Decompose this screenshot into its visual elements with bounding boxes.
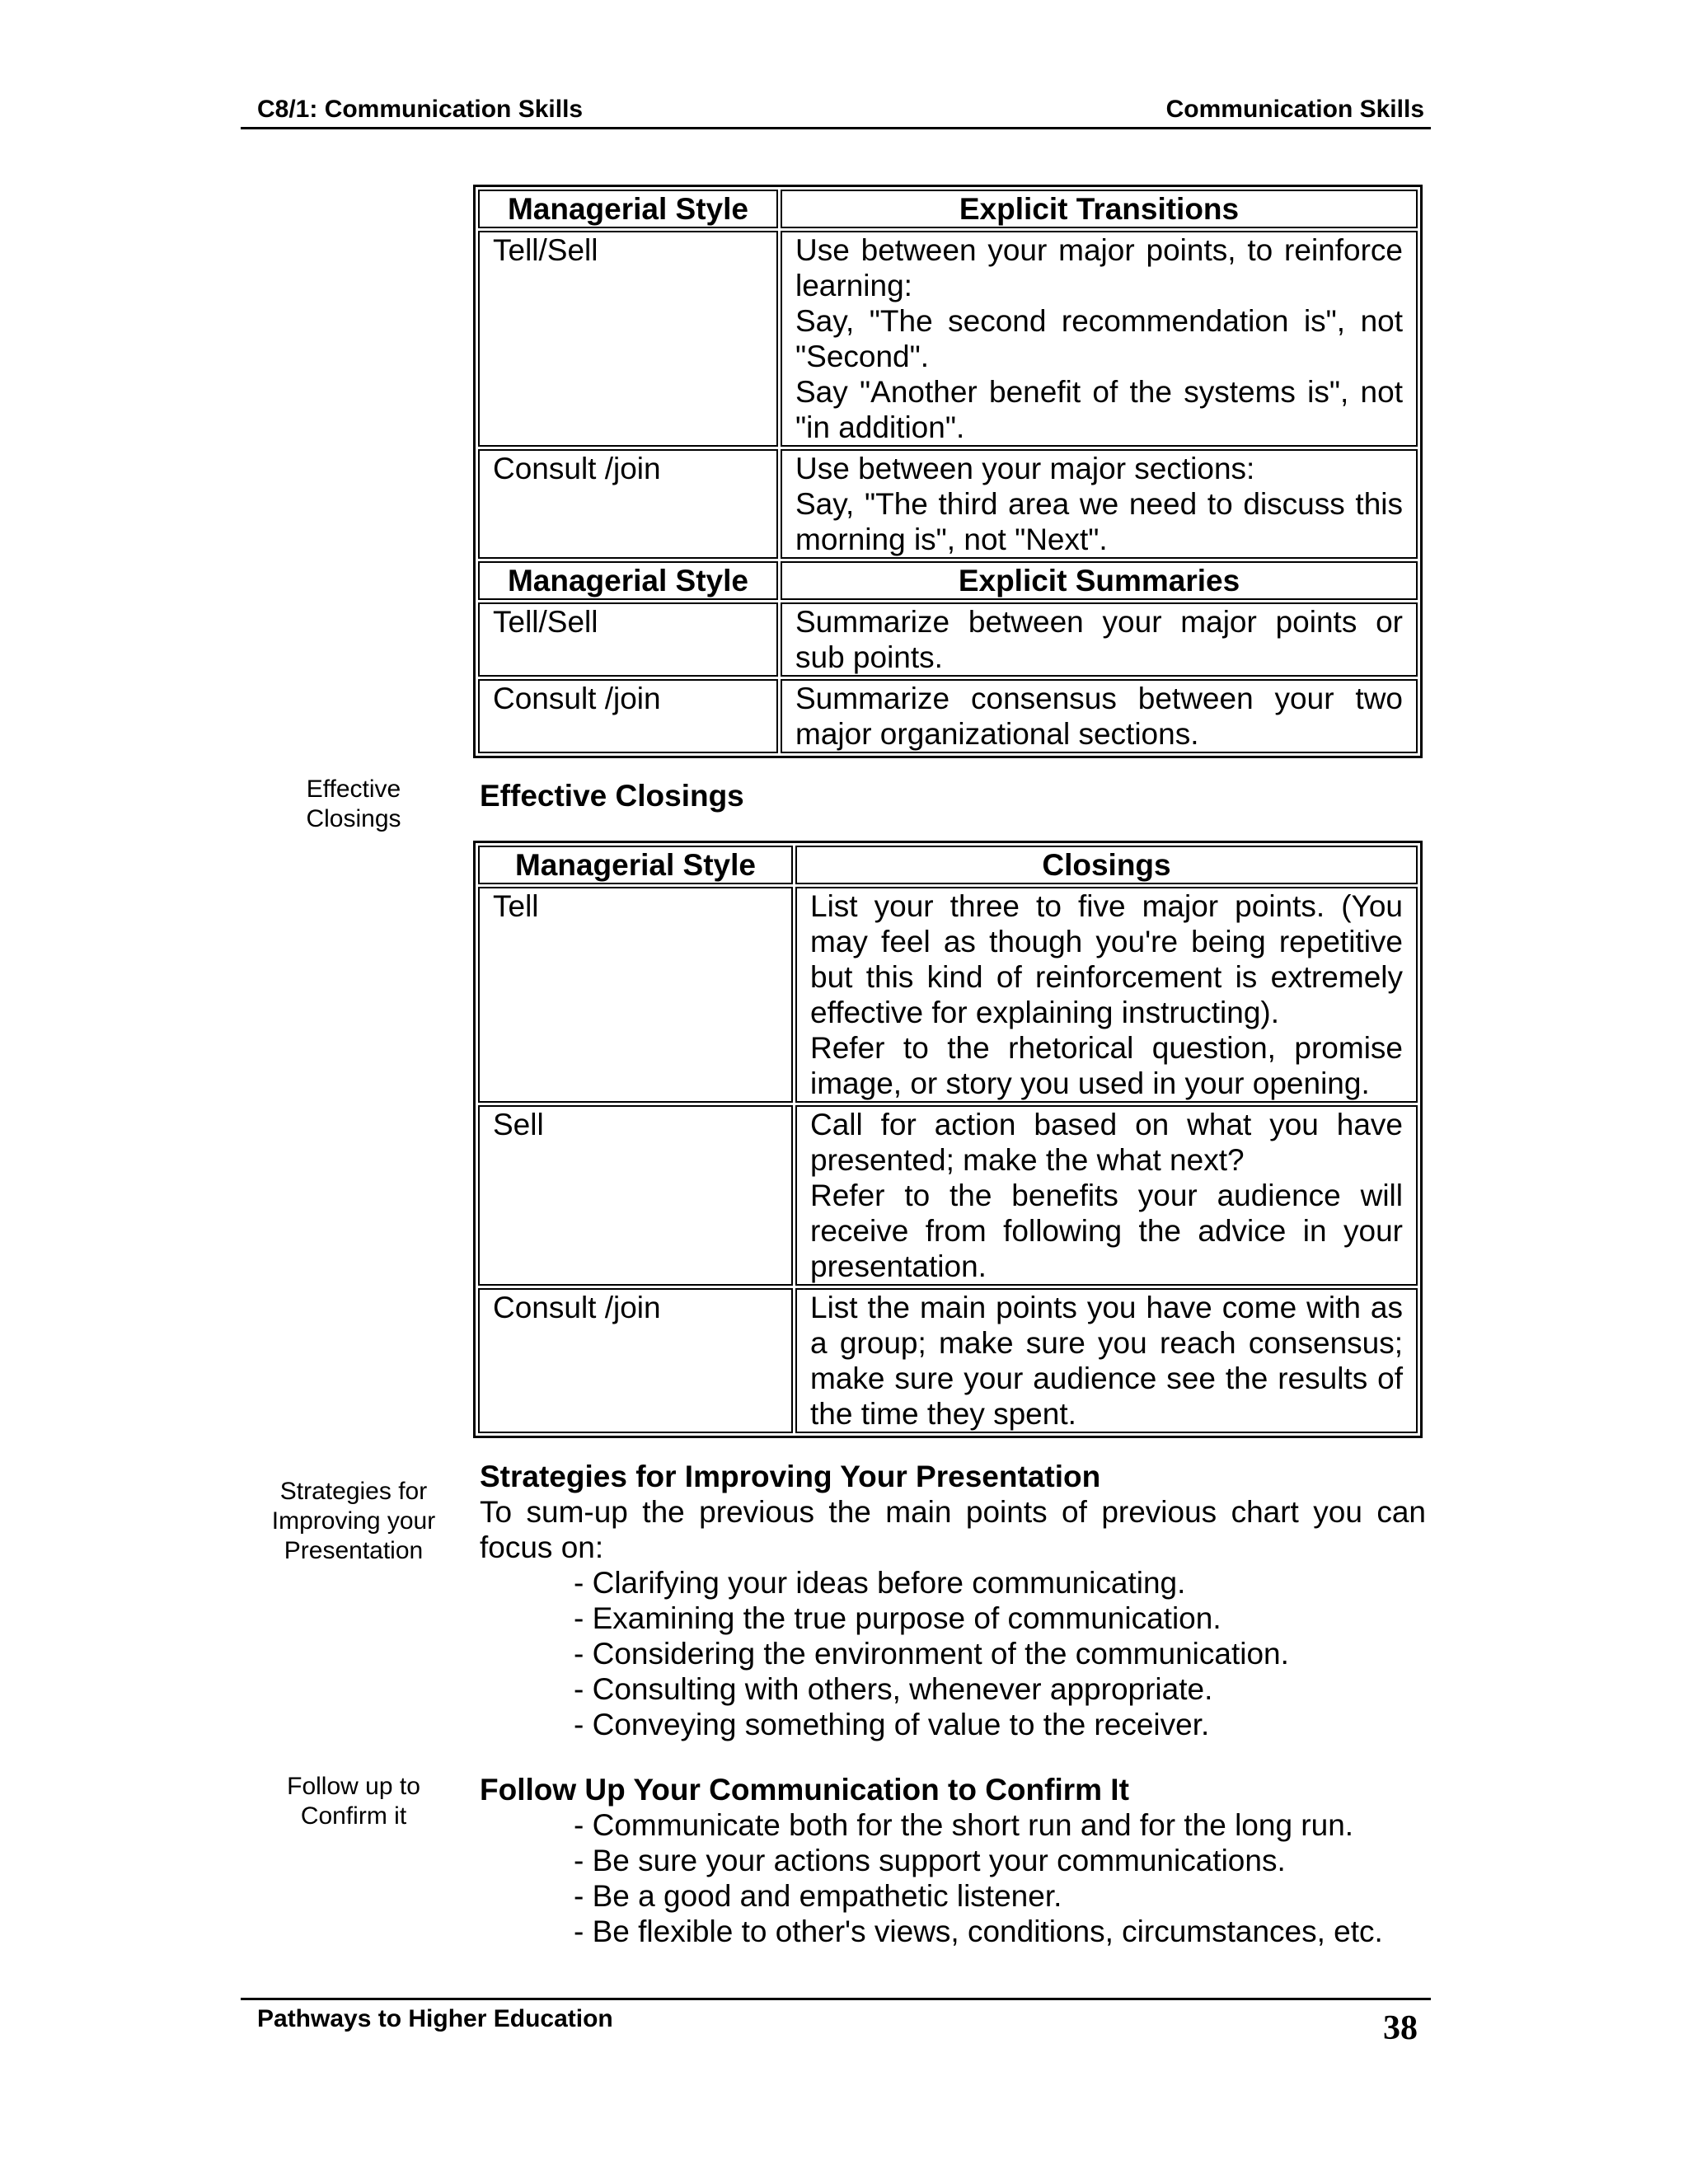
- table1-header-row: [478, 190, 1418, 228]
- table-row: [478, 231, 1418, 447]
- heading-strategies: Strategies for Improving Your Presentation: [480, 1460, 1101, 1493]
- page-header: [241, 94, 1431, 129]
- margin-note-strategies: Strategies for Improving your Presentation: [271, 1478, 436, 1564]
- list-item: - Be flexible to other's views, conditions, circumstances, etc.: [574, 1915, 1383, 1948]
- table1-content-line: Use between your major points, to reinforce learning:: [795, 233, 1403, 302]
- table1-content-line: Summarize consensus between your two major organizational sections.: [795, 682, 1403, 751]
- table1-content-line: Summarize between your major points or sub points.: [795, 605, 1403, 674]
- margin-note-effective-closings: Effective Closings: [306, 776, 401, 832]
- list-item: - Examining the true purpose of communication.: [574, 1601, 1221, 1635]
- follow-up-list: [574, 1807, 1383, 1949]
- table-row: [478, 679, 1418, 753]
- closings-content-cell: Call for action based on what you have presented; make the what next? Refer to the benefits your audience will receive from following the advice in your presentation.: [795, 1105, 1418, 1286]
- list-item: - Consulting with others, whenever appropriate.: [574, 1672, 1213, 1706]
- table-row: [478, 1105, 1418, 1286]
- list-item: - Be sure your actions support your communications.: [574, 1844, 1286, 1877]
- closings-header-style: Managerial Style: [478, 846, 793, 884]
- table-row: [478, 449, 1418, 559]
- page-number: 38: [1383, 2009, 1418, 2047]
- table1-style-cell: Tell/Sell: [478, 231, 778, 447]
- closings-content-cell: List the main points you have come with as a group; make sure you reach consensus; make sure your audience see the results of the time they spent.: [795, 1288, 1418, 1433]
- closings-style-cell: Consult /join: [478, 1288, 793, 1433]
- closings-header-content: Closings: [795, 846, 1418, 884]
- table1-header-content: [781, 561, 1418, 600]
- list-item: - Be a good and empathetic listener.: [574, 1879, 1062, 1913]
- closings-table: [473, 841, 1423, 1438]
- strategies-intro: To sum-up the previous the main points of previous chart you can focus on:: [480, 1495, 1426, 1564]
- page-footer: [241, 1998, 1431, 2058]
- table-row: [478, 887, 1418, 1103]
- closings-style-cell: Sell: [478, 1105, 793, 1286]
- table-row: [478, 602, 1418, 677]
- list-item: - Considering the environment of the communication.: [574, 1637, 1289, 1671]
- table1-header-content: [781, 190, 1418, 228]
- heading-effective-closings: Effective Closings: [480, 779, 744, 813]
- table-row: [478, 1288, 1418, 1433]
- strategies-list: [574, 1565, 1289, 1742]
- heading-follow-up: Follow Up Your Communication to Confirm It: [480, 1773, 1129, 1807]
- header-section-title: Communication Skills: [1165, 96, 1424, 123]
- footer-publication: Pathways to Higher Education: [257, 2005, 613, 2032]
- table1-style-cell: Consult /join: [478, 679, 778, 753]
- table1-content-cell: [781, 231, 1418, 447]
- table1-content-cell: [781, 449, 1418, 559]
- table1-style-cell: Tell/Sell: [478, 602, 778, 677]
- table1-header-style: Managerial Style: [478, 561, 778, 600]
- table1-content-line: Use between your major sections:: [795, 452, 1255, 485]
- closings-style-cell: Tell: [478, 887, 793, 1103]
- table1-content-line: Explicit Summaries: [958, 564, 1240, 598]
- table1-content-line: Say "Another benefit of the systems is", not "in addition".: [795, 375, 1403, 444]
- closings-content-cell: List your three to five major points. (You may feel as though you're being repetitive but this kind of reinforcement is extremely effective for explaining instructing). Refer to the rhetorical question, promise image, or story you used in your opening.: [795, 887, 1418, 1103]
- margin-note-follow-up: Follow up to Confirm it: [287, 1773, 420, 1830]
- table1-header-row: [478, 561, 1418, 600]
- transitions-summaries-table: [473, 185, 1423, 758]
- table1-content-cell: [781, 602, 1418, 677]
- list-item: - Clarifying your ideas before communicating.: [574, 1566, 1186, 1600]
- table1-header-style: Managerial Style: [478, 190, 778, 228]
- header-course-title: C8/1: Communication Skills: [257, 96, 584, 123]
- list-item: - Communicate both for the short run and for the long run.: [574, 1808, 1354, 1842]
- table1-content-line: Explicit Transitions: [959, 192, 1240, 226]
- table1-content-line: Say, "The second recommendation is", not "Second".: [795, 304, 1403, 373]
- table1-style-cell: Consult /join: [478, 449, 778, 559]
- table1-content-cell: [781, 679, 1418, 753]
- table1-content-line: Say, "The third area we need to discuss this morning is", not "Next".: [795, 487, 1403, 556]
- closings-table-header-row: [478, 846, 1418, 884]
- list-item: - Conveying something of value to the receiver.: [574, 1708, 1210, 1741]
